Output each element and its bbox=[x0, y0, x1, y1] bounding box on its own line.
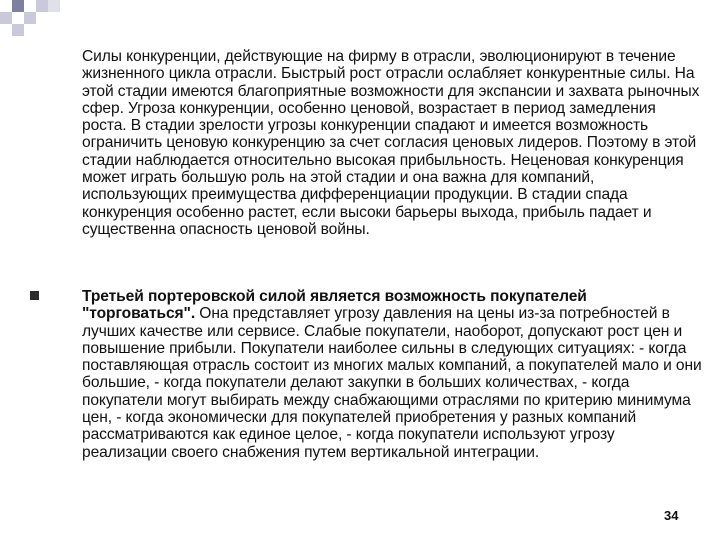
paragraph-buyers-power bbox=[82, 288, 702, 461]
paragraph-heading-bold: Третьей портеровской силой является возможность покупателей "торговаться". bbox=[82, 288, 587, 323]
paragraph-body: Она представляет угрозу давления на цены из-за потребностей в лучших качестве или сервисе. Слабые покупатели, наоборот, допускают рост цен и повышение прибыли. Покупатели наиболее сильны в следующих ситуациях: - когда поставляющая отрасль состоит из многих малых компаний, а покупателей мало и они большие, - когда покупатели делают закупки в больших количествах, - когда покупатели могут выбирать между снабжающими отраслями по критерию минимума цен, - когда экономически для покупателей приобретения у разных компаний рассматриваются как единое целое, - когда покупатели используют угрозу реализации своего снабжения путем вертикальной интеграции. bbox=[82, 305, 702, 461]
corner-decoration bbox=[0, 0, 70, 42]
deco-square bbox=[12, 24, 24, 36]
deco-square bbox=[12, 0, 24, 12]
paragraph-life-cycle: Силы конкуренции, действующие на фирму в отрасли, эволюционируют в течение жизненного цикла отрасли. Быстрый рост отрасли ослабляет конкурентные силы. На этой стадии имеются благоприятные возможности для экспансии и захвата рыночных сфер. Угроза конкуренции, особенно ценовой, возрастает в период замедления роста. В стадии зрелости угрозы конкуренции спадают и имеется возможность ограничить ценовую конкуренцию за счет согласия ценовых лидеров. Поэтому в этой стадии наблюдается относительно высокая прибыльность. Неценовая конкуренция может играть большую роль на этой стадии и она важна для компаний, использующих преимущества дифференциации продукции. В стадии спада конкуренция особенно растет, если высоки барьеры выхода, прибыль падает и существенна опасность ценовой войны. bbox=[82, 48, 700, 238]
deco-square bbox=[24, 12, 36, 24]
deco-square bbox=[36, 0, 48, 12]
page-number: 34 bbox=[664, 508, 679, 523]
deco-square bbox=[0, 12, 12, 24]
bullet-square-icon bbox=[30, 291, 39, 300]
deco-square bbox=[48, 0, 60, 12]
